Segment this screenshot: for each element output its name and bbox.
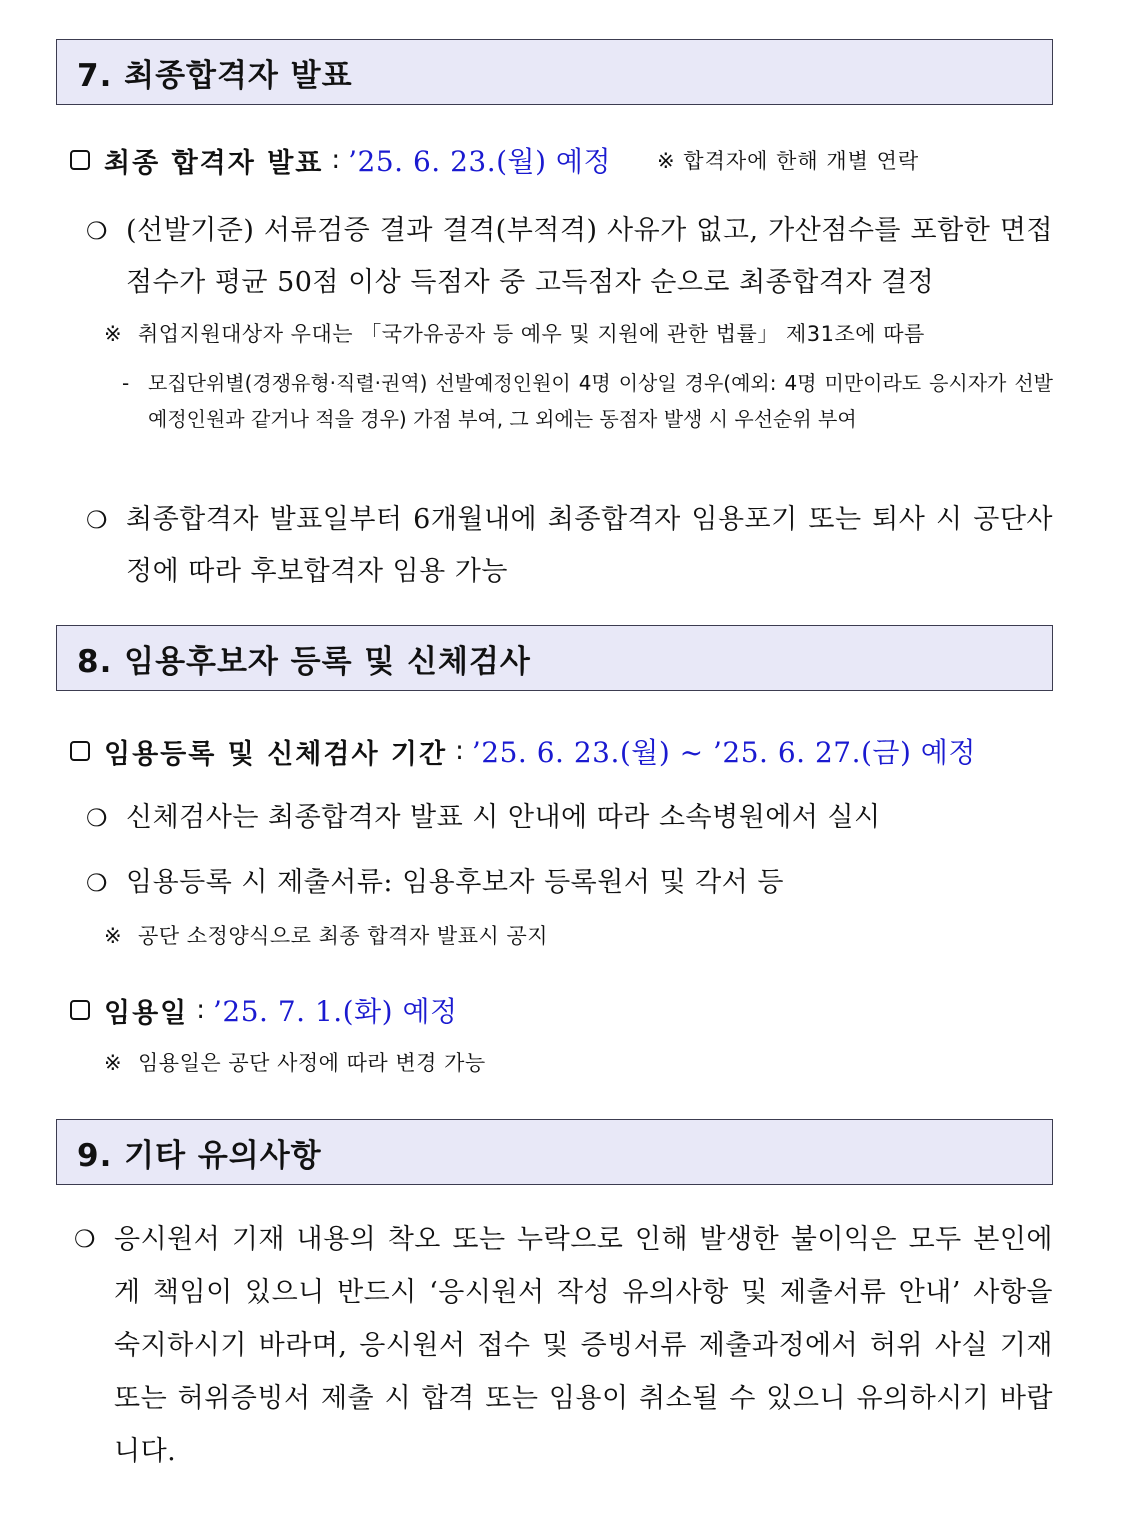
registration-period-label: 임용등록 및 신체검사 기간: [104, 738, 448, 770]
physical-exam-item: [86, 792, 1053, 844]
square-bullet-icon: [70, 150, 90, 170]
appointment-date-value: ’25. 7. 1.(화) 예정: [213, 995, 458, 1028]
circle-bullet-icon: ❍: [86, 217, 109, 245]
colon: :: [331, 145, 341, 175]
appointment-note-text: 임용일은 공단 사정에 따라 변경 가능: [138, 1051, 486, 1075]
note-mark-icon: ※: [104, 924, 123, 948]
section-7-header: [56, 39, 1053, 105]
reserve-candidate-item: [86, 494, 1053, 598]
caution-text: 응시원서 기재 내용의 착오 또는 누락으로 인해 발생한 불이익은 모두 본인에게 책임이 있으니 반드시 ‘응시원서 작성 유의사항 및 제출서류 안내’ 사항을 숙지하시기 바라며, 응시원서 접수 및 증빙서류 제출과정에서 허위 사실 기재 또는 허위증빙서 제출 시 합격 또는 임용이 취소될 수 있으니 유의하시기 바랍니다.: [114, 1224, 1053, 1467]
circle-bullet-icon: ❍: [86, 869, 109, 897]
criteria-note-text: 취업지원대상자 우대는 「국가유공자 등 예우 및 지원에 관한 법률」 제31조에 따름: [138, 322, 925, 346]
section-9-title: 9. 기타 유의사항: [77, 1137, 322, 1174]
circle-bullet-icon: ❍: [86, 506, 109, 534]
physical-exam-text: 신체검사는 최종합격자 발표 시 안내에 따라 소속병원에서 실시: [126, 802, 881, 833]
criteria-dash-item: [122, 365, 1053, 437]
colon: :: [455, 736, 464, 766]
reserve-candidate-text: 최종합격자 발표일부터 6개월내에 최종합격자 임용포기 또는 퇴사 시 공단사정에 따라 후보합격자 임용 가능: [126, 504, 1053, 587]
criteria-note: [104, 316, 1053, 352]
appointment-date-label: 임용일: [104, 997, 189, 1029]
circle-bullet-icon: ❍: [86, 804, 109, 832]
colon: :: [196, 995, 206, 1025]
final-announcement-label: 최종 합격자 발표: [104, 147, 324, 179]
selection-criteria-text: (선발기준) 서류검증 결과 결격(부적격) 사유가 없고, 가산점수를 포함한 면접점수가 평균 50점 이상 득점자 중 고득점자 순으로 최종합격자 결정: [126, 215, 1053, 298]
final-announcement-line: [70, 140, 919, 180]
required-docs-item: [86, 857, 1053, 909]
appointment-note: [104, 1045, 1053, 1081]
note-mark-icon: ※: [104, 322, 123, 346]
required-docs-text: 임용등록 시 제출서류: 임용후보자 등록원서 및 각서 등: [126, 867, 784, 898]
registration-period-line: [70, 731, 976, 771]
final-announcement-note: ※ 합격자에 한해 개별 연락: [657, 149, 920, 173]
section-9-header: [56, 1119, 1053, 1185]
selection-criteria-item: [86, 205, 1053, 309]
registration-period-date: ’25. 6. 23.(월) ~ ’25. 6. 27.(금) 예정: [471, 736, 976, 769]
docs-note-text: 공단 소정양식으로 최종 합격자 발표시 공지: [138, 924, 549, 948]
note-mark-icon: ※: [104, 1051, 123, 1075]
docs-note: [104, 918, 1053, 954]
appointment-date-line: [70, 990, 458, 1030]
dash-mark: -: [122, 371, 130, 395]
section-7-title: 7. 최종합격자 발표: [77, 57, 353, 94]
final-announcement-date: ’25. 6. 23.(월) 예정: [348, 145, 612, 178]
section-8-header: [56, 625, 1053, 691]
circle-bullet-icon: ❍: [74, 1225, 97, 1253]
section-8-title: 8. 임용후보자 등록 및 신체검사: [77, 643, 531, 680]
square-bullet-icon: [70, 741, 90, 761]
criteria-dash-text: 모집단위별(경쟁유형·직렬·권역) 선발예정인원이 4명 이상일 경우(예외: 4명 미만이라도 응시자가 선발예정인원과 같거나 적을 경우) 가점 부여, 그 외에는 동점자 발생 시 우선순위 부여: [148, 371, 1053, 431]
caution-item: [74, 1213, 1053, 1478]
square-bullet-icon: [70, 1000, 90, 1020]
